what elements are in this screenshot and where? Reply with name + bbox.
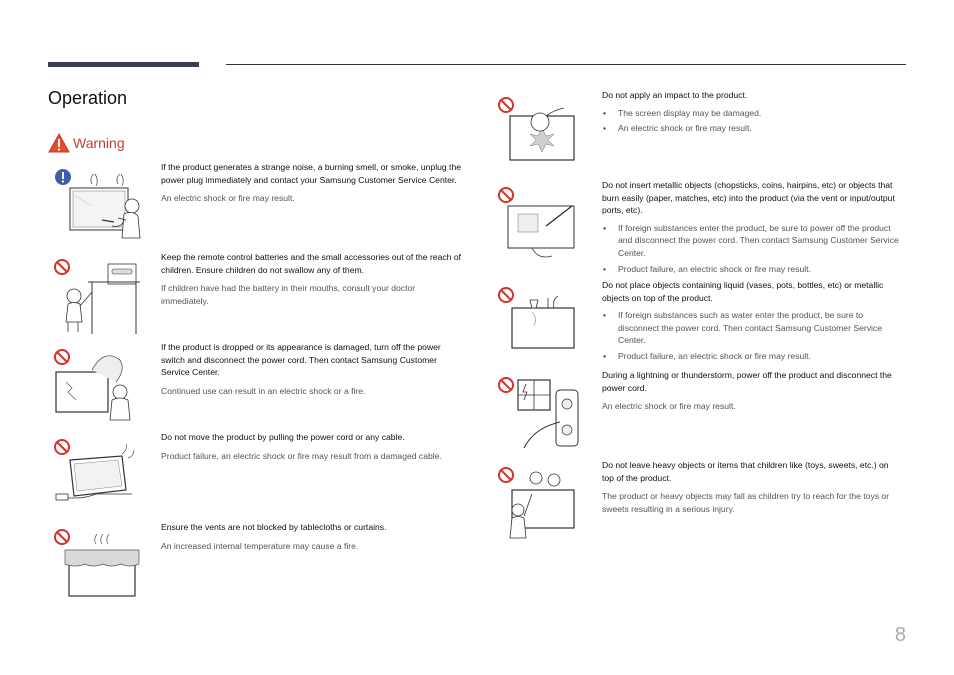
- warning-item-vents: [161, 521, 463, 552]
- prohibited-icon: [499, 188, 513, 202]
- illustration-insert-objects: [496, 186, 580, 262]
- item-main-text: Ensure the vents are not blocked by tablecloths or curtains.: [161, 522, 387, 532]
- warning-heading: [48, 132, 125, 154]
- warning-label: Warning: [73, 135, 125, 151]
- warning-item-pull-cord: [161, 431, 463, 462]
- illustration-lightning: [496, 376, 580, 450]
- prohibited-icon: [499, 288, 513, 302]
- item-bullet: • The screen display may be damaged.: [602, 107, 902, 120]
- prohibited-icon: [55, 440, 69, 454]
- prohibited-icon: [55, 260, 69, 274]
- item-sub-text: An electric shock or fire may result.: [161, 193, 295, 204]
- illustration-damaged-product: [52, 346, 146, 426]
- page-number: 8: [894, 624, 906, 646]
- item-bullet: • Product failure, an electric shock or fire may result.: [602, 350, 902, 363]
- item-main-text: Do not insert metallic objects (chopsticks, coins, hairpins, etc) or objects that burn easily (paper, matches, etc) into the product (via the vent or input/output ports, etc).: [602, 180, 895, 216]
- warning-item-dropped: [161, 341, 463, 397]
- illustration-smoke-unplug: [52, 166, 146, 242]
- warning-triangle-icon: [48, 133, 70, 153]
- item-sub-text: If children have had the battery in their mouths, consult your doctor immediately.: [161, 283, 416, 306]
- item-sub-text: Continued use can result in an electric shock or a fire.: [161, 385, 366, 396]
- illustration-pull-cord: [52, 436, 146, 506]
- item-bullet-list: [602, 107, 902, 135]
- item-bullet: • An electric shock or fire may result.: [602, 122, 902, 135]
- prohibited-icon: [55, 530, 69, 544]
- item-bullet: • Product failure, an electric shock or fire may result.: [602, 263, 902, 276]
- prohibited-icon: [499, 378, 513, 392]
- illustration-impact: [496, 94, 580, 164]
- illustration-child-batteries: [52, 256, 146, 336]
- warning-item-strange-noise: [161, 161, 463, 205]
- header-rule-thick: [48, 62, 199, 67]
- item-sub-text: An increased internal temperature may cause a fire.: [161, 540, 359, 551]
- item-main-text: Do not place objects containing liquid (vases, pots, bottles, etc) or metallic objects on top of the product.: [602, 280, 884, 303]
- item-main-text: During a lightning or thunderstorm, power off the product and disconnect the power cord.: [602, 370, 892, 393]
- illustration-heavy-objects: [496, 466, 580, 542]
- item-bullet-list: [602, 222, 902, 275]
- item-main-text: If the product generates a strange noise, a burning smell, or smoke, unplug the power plug immediately and contact your Samsung Customer Service Center.: [161, 162, 462, 185]
- warning-item-heavy-objects: [602, 459, 902, 515]
- page-title: Operation: [48, 88, 128, 108]
- warning-item-liquids: [602, 279, 902, 366]
- item-sub-text: Product failure, an electric shock or fire may result from a damaged cable.: [161, 450, 442, 461]
- warning-item-metallic-objects: [602, 179, 902, 278]
- item-bullet-list: [602, 309, 902, 362]
- header-rule-thin: [226, 64, 906, 65]
- warning-item-batteries: [161, 251, 463, 307]
- item-sub-text: An electric shock or fire may result.: [602, 401, 736, 412]
- prohibited-icon: [499, 468, 513, 482]
- prohibited-icon: [499, 98, 513, 112]
- prohibited-icon: [55, 350, 69, 364]
- item-main-text: If the product is dropped or its appearance is damaged, turn off the power switch and disconnect the power cord. Then contact Samsung Customer Service Center.: [161, 342, 441, 378]
- illustration-liquid-objects: [496, 286, 580, 352]
- item-bullet: • If foreign substances enter the product, be sure to power off the product and disconnect the power cord. Then contact Samsung Customer Service Center.: [602, 222, 902, 260]
- item-main-text: Do not apply an impact to the product.: [602, 90, 748, 100]
- item-main-text: Do not leave heavy objects or items that children like (toys, sweets, etc.) on top of the product.: [602, 460, 889, 483]
- warning-item-lightning: [602, 369, 902, 413]
- item-main-text: Do not move the product by pulling the power cord or any cable.: [161, 432, 405, 442]
- item-sub-text: The product or heavy objects may fall as children try to reach for the toys or sweets resulting in a serious injury.: [602, 491, 890, 514]
- item-main-text: Keep the remote control batteries and the small accessories out of the reach of children. Ensure children do not swallow any of them.: [161, 252, 461, 275]
- item-bullet: • If foreign substances such as water enter the product, be sure to disconnect the power cord. Then contact Samsung Customer Service Center.: [602, 309, 902, 347]
- illustration-blocked-vents: [52, 526, 146, 600]
- warning-item-impact: [602, 89, 902, 138]
